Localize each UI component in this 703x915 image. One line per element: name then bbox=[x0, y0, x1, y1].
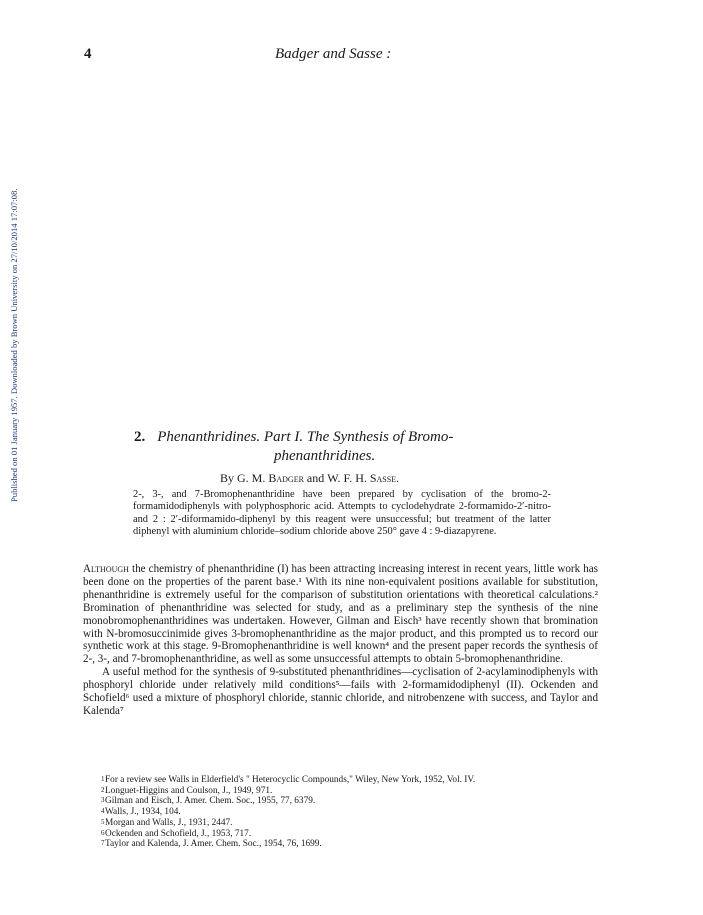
paragraph-1 bbox=[83, 563, 598, 666]
footnotes bbox=[83, 775, 598, 850]
footnote-text: Ockenden and Schofield, J., 1953, 717. bbox=[105, 828, 252, 839]
footnote-mark: 1 bbox=[101, 775, 105, 783]
paragraph-lead-word: Although bbox=[83, 563, 129, 575]
footnote bbox=[83, 786, 598, 797]
body-text bbox=[83, 563, 598, 718]
footnote-mark: 2 bbox=[101, 785, 105, 794]
byline bbox=[220, 471, 399, 486]
footnote bbox=[83, 807, 598, 818]
footnote bbox=[83, 829, 598, 840]
article-title bbox=[134, 428, 564, 466]
footnote-mark: 3 bbox=[101, 796, 105, 805]
article-number: 2. bbox=[134, 429, 146, 445]
author-badger: G. M. Badger bbox=[237, 471, 304, 485]
footnote-text: Gilman and Eisch, J. Amer. Chem. Soc., 1955, 77, 6379. bbox=[105, 796, 316, 807]
footnote-text: For a review see Walls in Elderfield's " Heterocyclic Compounds," Wiley, New York, 1952, Vol. IV. bbox=[105, 775, 476, 785]
abstract: 2-, 3-, and 7-Bromophenanthridine have been prepared by cyclisation of the bromo-2-formamidodiphenyls with polyphosphoric acid. Attempts to cyclodehydrate 2-formamido-2′-nitro- and 2 : 2′-diformamido-diphenyl by this reagent were unsuccessful; but treatment of the latter diphenyl with aluminium chloride–sodium chloride above 250° gave 4 : 9-diazapyrene. bbox=[133, 489, 551, 537]
footnote bbox=[83, 796, 598, 807]
byline-and: and bbox=[306, 471, 325, 485]
footnote bbox=[83, 818, 598, 829]
article-title-line-2: phenanthridines. bbox=[274, 448, 376, 464]
footnote-text: Longuet-Higgins and Coulson, J., 1949, 971. bbox=[105, 785, 273, 796]
footnote-mark: 5 bbox=[101, 817, 105, 826]
footnote-mark: 6 bbox=[101, 828, 105, 837]
article-title-line-1 bbox=[134, 428, 564, 447]
running-head: Badger and Sasse : bbox=[275, 46, 392, 62]
article-title-text: Phenanthridines. Part I. The Synthesis of Bromo- bbox=[157, 429, 454, 445]
download-watermark: Published on 01 January 1957. Downloaded by Brown University on 27/10/2014 17:07:08. bbox=[9, 188, 19, 502]
footnote bbox=[83, 839, 598, 850]
paragraph-1-text: the chemistry of phenanthridine (I) has been attracting increasing interest in recent years, little work has been done on the properties of the parent base.¹ With its nine non-equivalent positions available for substitution, phenanthridine is extremely useful for the comparison of substitution orientations with theoretical calculations.² Bromination of phenanthridine was selected for study, and as a preliminary step the synthesis of the nine monobromophenanthridines was undertaken. However, Gilman and Eisch³ have recently shown that bromination with N-bromosuccinimide gives 3-bromophenanthridine as the major product, and this prompted us to record our synthetic work at this stage. 9-Bromophenanthridine is well known⁴ and the present paper records the synthesis of 2-, 3-, and 7-bromophenanthridine, as well as some unsuccessful attempts to obtain 5-bromophenanthridine. bbox=[83, 563, 598, 666]
footnote-text: Taylor and Kalenda, J. Amer. Chem. Soc., 1954, 76, 1699. bbox=[105, 839, 322, 850]
footnote-text: Morgan and Walls, J., 1931, 2447. bbox=[105, 817, 233, 828]
footnote bbox=[83, 775, 598, 786]
footnote-text: Walls, J., 1934, 104. bbox=[105, 807, 181, 818]
author-sasse: W. F. H. Sasse. bbox=[327, 471, 400, 485]
paragraph-2: A useful method for the synthesis of 9-substituted phenanthridines—cyclisation of 2-acylaminodiphenyls with phosphoryl chloride under relatively mild conditions⁵—fails with 2-formamidodiphenyl (II). Ockenden and Schofield⁶ used a mixture of phosphoryl chloride, stannic chloride, and nitrobenzene with success, and Taylor and Kalenda⁷ bbox=[83, 666, 598, 717]
page-number: 4 bbox=[84, 46, 92, 62]
footnote-mark: 7 bbox=[101, 839, 105, 848]
byline-prefix: By bbox=[220, 471, 235, 485]
footnote-mark: 4 bbox=[101, 807, 105, 816]
